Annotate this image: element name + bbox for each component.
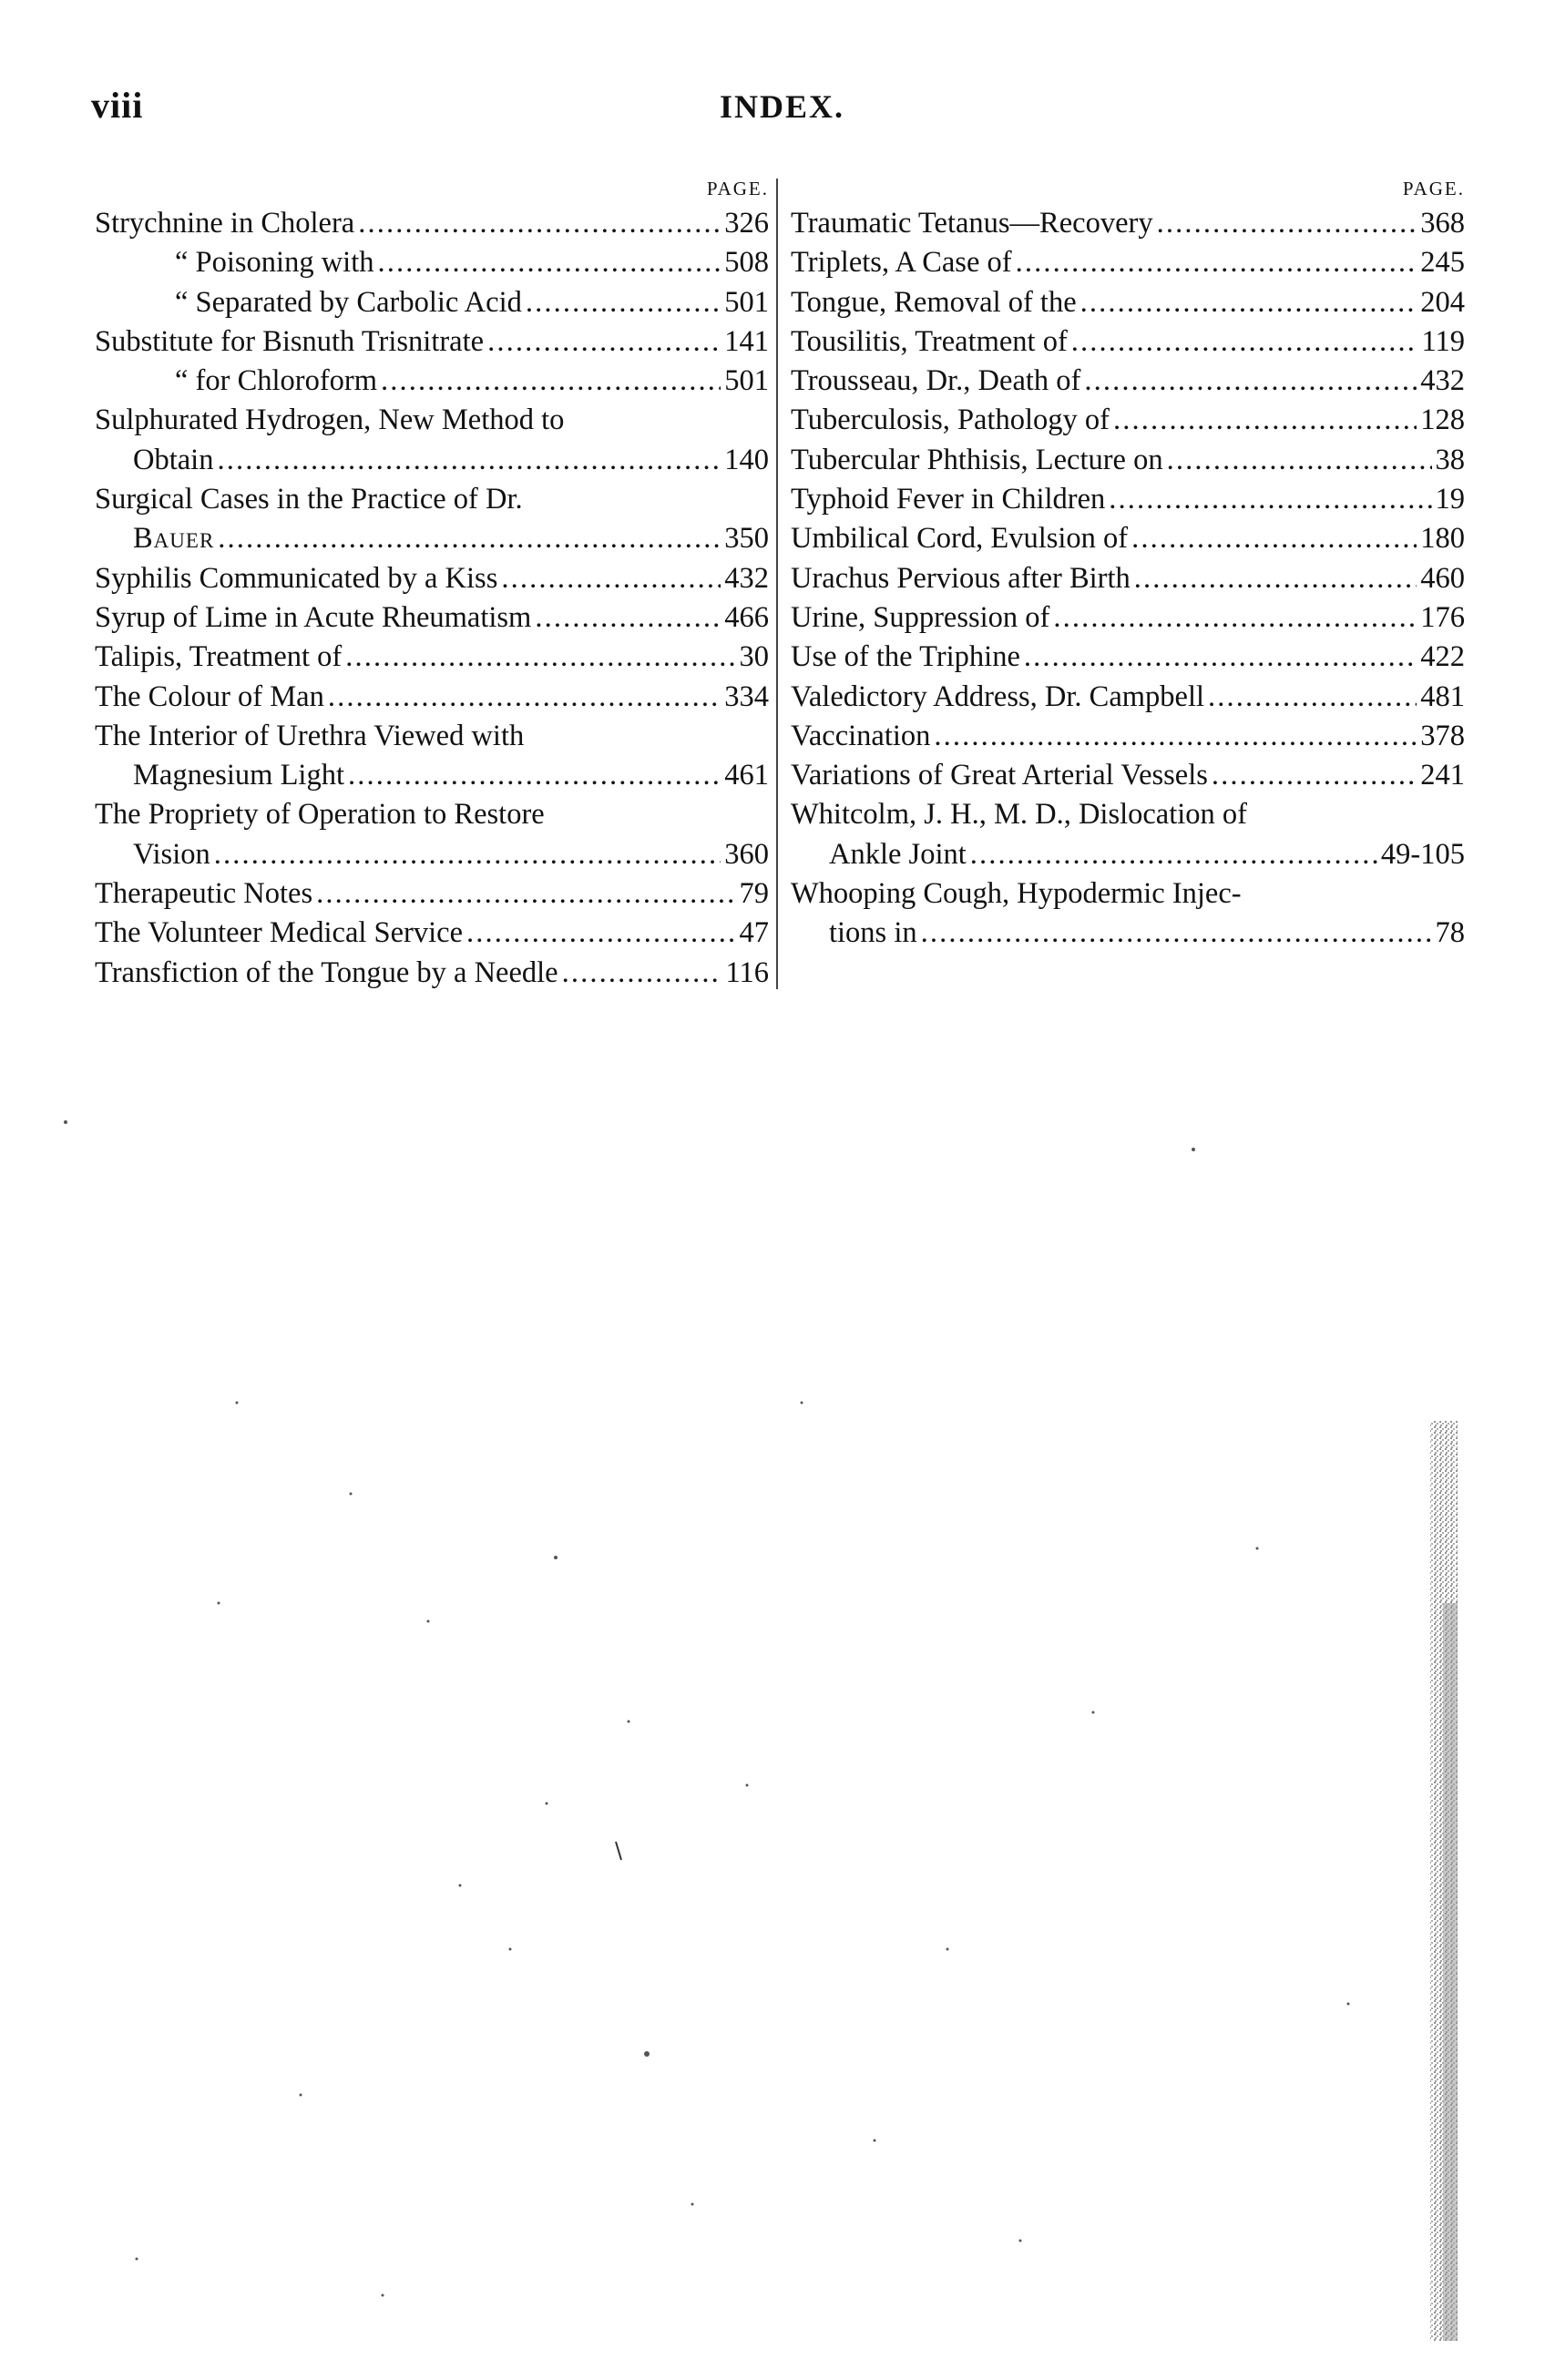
index-entry-line [791, 717, 1465, 756]
dot-leader [1053, 598, 1417, 638]
entry-page-number: 334 [724, 679, 769, 713]
index-entry [791, 874, 1465, 954]
index-entry [791, 243, 1465, 282]
index-entry [791, 756, 1465, 795]
index-entry [95, 678, 769, 717]
entry-page-number: 368 [1420, 207, 1465, 240]
dot-leader [1109, 480, 1431, 519]
index-entry-line [95, 756, 769, 795]
entry-text: The Interior of Urethra Viewed with [95, 719, 525, 752]
index-entry [95, 362, 769, 401]
index-entry-line [791, 756, 1465, 795]
index-column-right [791, 173, 1465, 954]
entry-page-number: 176 [1420, 600, 1465, 634]
entry-page-number: 432 [724, 561, 769, 595]
index-entry [95, 717, 769, 796]
index-entry-line [95, 322, 769, 362]
index-entry-line [95, 204, 769, 243]
index-entry [95, 283, 769, 322]
dot-leader [535, 598, 721, 638]
index-entry-line [95, 598, 769, 638]
entry-page-number: 47 [739, 916, 769, 950]
entry-page-number: 204 [1420, 285, 1465, 319]
entry-text: Ankle Joint [829, 837, 967, 871]
index-entry-line [791, 283, 1465, 322]
entry-text: Sulphurated Hydrogen, New Method to [95, 403, 565, 437]
entry-page-number: 245 [1420, 246, 1465, 280]
entry-text: Traumatic Tetanus—Recovery [791, 207, 1153, 240]
index-entry-line [791, 480, 1465, 519]
dot-leader [526, 283, 721, 322]
entry-text: “ Poisoning with [175, 246, 374, 280]
index-entry [791, 401, 1465, 440]
dot-leader [1134, 559, 1417, 598]
entry-page-number: 422 [1420, 640, 1465, 674]
page-column-heading: PAGE. [1402, 178, 1465, 199]
index-entry-line [95, 874, 769, 914]
entry-text: Syrup of Lime in Acute Rheumatism [95, 600, 532, 634]
index-entry [95, 914, 769, 953]
index-entry [95, 795, 769, 874]
index-entry-line [95, 795, 769, 834]
dot-leader [1113, 401, 1417, 440]
index-entry [95, 204, 769, 243]
index-entry-line [791, 914, 1465, 953]
entry-page-number: 116 [725, 955, 769, 989]
dot-leader [1071, 322, 1418, 362]
index-entry-line [791, 559, 1465, 598]
index-entry-line [791, 598, 1465, 638]
entry-page-number: 481 [1420, 679, 1465, 713]
dot-leader [316, 874, 735, 914]
entry-text: Whooping Cough, Hypodermic Injec- [791, 877, 1242, 911]
dot-leader [328, 678, 721, 717]
dot-leader [501, 559, 721, 598]
entry-text: Valedictory Address, Dr. Campbell [791, 679, 1205, 713]
entry-text: tions in [829, 916, 917, 950]
dot-leader [348, 756, 721, 795]
entry-page-number: 128 [1420, 403, 1465, 437]
dot-leader [1080, 283, 1417, 322]
index-entry [95, 954, 769, 993]
index-entry-line [95, 559, 769, 598]
dot-leader [214, 835, 721, 874]
index-entry [95, 874, 769, 914]
entry-text: Trousseau, Dr., Death of [791, 364, 1081, 398]
dot-leader [1016, 243, 1417, 282]
entry-page-number: 180 [1420, 522, 1465, 556]
entry-page-number: 38 [1435, 443, 1465, 476]
dot-leader [970, 835, 1377, 874]
dot-leader [921, 914, 1432, 953]
index-entry [95, 480, 769, 559]
entry-text: The Volunteer Medical Service [95, 916, 464, 950]
entry-page-number: 140 [724, 443, 769, 476]
index-column-left [95, 173, 769, 993]
index-entry-line [791, 638, 1465, 677]
index-entry-line [791, 441, 1465, 480]
index-entry-line [791, 243, 1465, 282]
index-entry-line [791, 401, 1465, 440]
dot-leader [1084, 362, 1417, 401]
entry-text: Urine, Suppression of [791, 600, 1050, 634]
index-entry [791, 362, 1465, 401]
index-entry [95, 638, 769, 677]
entry-page-number: 119 [1421, 324, 1465, 358]
index-entry-list [95, 204, 769, 993]
entry-text: Surgical Cases in the Practice of Dr. [95, 483, 523, 516]
entry-text: Obtain [133, 443, 214, 476]
index-entry-line [95, 717, 769, 756]
entry-page-number: 461 [724, 759, 769, 792]
index-entry-line [95, 954, 769, 993]
page-column-heading: PAGE. [706, 178, 769, 199]
entry-page-number: 79 [739, 877, 769, 911]
index-entry-line [791, 204, 1465, 243]
index-entry-line [95, 283, 769, 322]
index-entry-line [95, 243, 769, 282]
dot-leader [1024, 638, 1417, 677]
entry-page-number: 141 [724, 324, 769, 358]
entry-page-number: 78 [1435, 916, 1465, 950]
index-entry [95, 243, 769, 282]
entry-page-number: 466 [724, 600, 769, 634]
index-entry [791, 598, 1465, 638]
dot-leader [1208, 678, 1417, 717]
column-divider [776, 179, 778, 989]
index-entry-line [95, 519, 769, 558]
index-entry-line [95, 835, 769, 874]
entry-text: The Colour of Man [95, 679, 324, 713]
index-entry [791, 283, 1465, 322]
index-entry-line [95, 362, 769, 401]
running-title: INDEX. [720, 88, 845, 125]
entry-page-number: 326 [724, 207, 769, 240]
entry-text: “ for Chloroform [175, 364, 378, 398]
page-number: viii [91, 85, 144, 126]
index-entry [791, 638, 1465, 677]
entry-text: Transfiction of the Tongue by a Needle [95, 955, 558, 989]
entry-text: Variations of Great Arterial Vessels [791, 759, 1208, 792]
entry-text: Syphilis Communicated by a Kiss [95, 561, 498, 595]
dot-leader [1212, 756, 1417, 795]
entry-text: Umbilical Cord, Evulsion of [791, 522, 1129, 556]
index-entry-line [791, 874, 1465, 914]
entry-text: Vision [133, 837, 210, 871]
entry-page-number: 501 [724, 364, 769, 398]
index-entry-line [791, 795, 1465, 834]
entry-text: Whitcolm, J. H., M. D., Dislocation of [791, 798, 1247, 832]
entry-page-number: 508 [724, 246, 769, 280]
index-entry [791, 441, 1465, 480]
entry-page-number: 49-105 [1380, 837, 1465, 871]
index-entry [791, 519, 1465, 558]
entry-text: Strychnine in Cholera [95, 207, 355, 240]
entry-text: Therapeutic Notes [95, 877, 313, 911]
index-entry-line [95, 401, 769, 440]
entry-text: Tongue, Removal of the [791, 285, 1077, 319]
entry-text: Tubercular Phthisis, Lecture on [791, 443, 1163, 476]
entry-page-number: 30 [739, 640, 769, 674]
dot-leader [345, 638, 735, 677]
entry-text: The Propriety of Operation to Restore [95, 798, 545, 832]
entry-page-number: 360 [724, 837, 769, 871]
index-entry-line [791, 835, 1465, 874]
dot-leader [1157, 204, 1417, 243]
index-entry [791, 559, 1465, 598]
index-entry-list [791, 204, 1465, 954]
entry-page-number: 460 [1420, 561, 1465, 595]
entry-page-number: 378 [1420, 719, 1465, 752]
entry-text: Substitute for Bisnuth Trisnitrate [95, 324, 485, 358]
index-entry-line [95, 441, 769, 480]
dot-leader [466, 914, 735, 953]
entry-text: Tuberculosis, Pathology of [791, 403, 1110, 437]
dot-leader [358, 204, 721, 243]
index-entry-line [95, 480, 769, 519]
entry-page-number: 501 [724, 285, 769, 319]
entry-text: Typhoid Fever in Children [791, 483, 1106, 516]
entry-page-number: 432 [1420, 364, 1465, 398]
scan-edge-noise [1417, 1421, 1458, 2341]
index-entry [791, 204, 1465, 243]
entry-text: Vaccination [791, 719, 931, 752]
dot-leader [934, 717, 1417, 756]
index-entry [791, 322, 1465, 362]
dot-leader [378, 243, 721, 282]
entry-page-number: 241 [1420, 759, 1465, 792]
entry-text: Magnesium Light [133, 759, 344, 792]
dot-leader [381, 362, 721, 401]
entry-page-number: 350 [724, 522, 769, 556]
index-entry [95, 322, 769, 362]
index-entry [791, 678, 1465, 717]
entry-text: Talipis, Treatment of [95, 640, 343, 674]
index-entry-line [791, 519, 1465, 558]
entry-text: Tousilitis, Treatment of [791, 324, 1068, 358]
dot-leader [562, 954, 722, 993]
dot-leader [487, 322, 721, 362]
index-entry [95, 401, 769, 480]
index-entry-line [95, 914, 769, 953]
index-entry-line [95, 638, 769, 677]
entry-text: Urachus Pervious after Birth [791, 561, 1131, 595]
index-entry [791, 717, 1465, 756]
index-entry [791, 480, 1465, 519]
index-entry-line [95, 678, 769, 717]
entry-text: Use of the Triphine [791, 640, 1020, 674]
entry-text: Bauer [133, 522, 215, 556]
dot-leader [1167, 441, 1432, 480]
entry-text: “ Separated by Carbolic Acid [175, 285, 522, 319]
index-entry [95, 559, 769, 598]
dot-leader [218, 519, 721, 558]
index-entry [791, 795, 1465, 874]
index-entry-line [791, 678, 1465, 717]
dot-leader [217, 441, 721, 480]
index-entry-line [791, 362, 1465, 401]
index-entry [95, 598, 769, 638]
dot-leader [1131, 519, 1417, 558]
index-entry-line [791, 322, 1465, 362]
entry-page-number: 19 [1435, 483, 1465, 516]
entry-text: Triplets, A Case of [791, 246, 1012, 280]
